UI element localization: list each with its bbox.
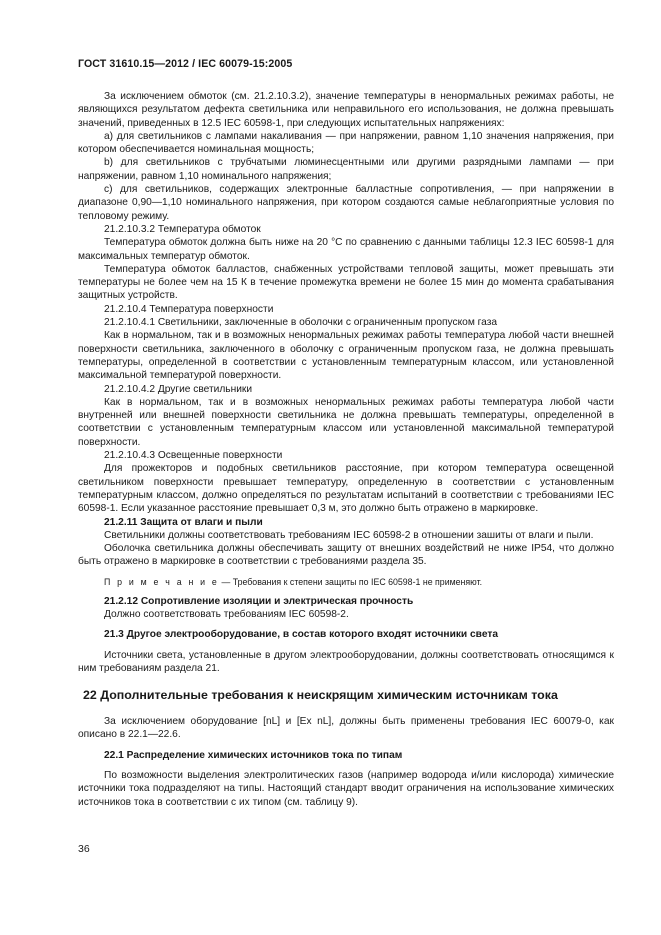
paragraph: За исключением обмоток (см. 21.2.10.3.2), значение температуры в ненормальных режимах работы, не являющихся результатом дефекта светильника или неправильного его использования, не должна превышать значений, приведенных в 12.5 IEC 60598-1, при следующих испытательных напряжениях: — [78, 91, 614, 129]
section-heading: 21.3 Другое электрооборудование, в состав которого входят источники света — [104, 629, 499, 641]
paragraph: c) для светильников, содержащих электронные балластные сопротивления, — при напряжении в диапазоне 0,90—1,10 номинального напряжения, при котором создаются самые неблагоприятные условия по тепловому режиму. — [78, 184, 614, 222]
subsection-heading: 21.2.10.3.2 Температура обмоток — [104, 223, 261, 235]
paragraph: За исключением оборудование [nL] и [Ex nL], должны быть применены требования IEC 60079-0, как описано в 22.1—22.6. — [78, 716, 614, 741]
paragraph: Как в нормальном, так и в возможных ненормальных режимах работы температура любой части внешней поверхности светильника, заключенного в оболочку с ограниченным пропуском газа, не должна превышать температуры, определенной в соответствии с установленным температурным классом, или установленной максимальной температурой поверхности. — [78, 330, 614, 382]
subsection-heading: 21.2.10.4.1 Светильники, заключенные в оболочки с ограниченным пропуском газа — [104, 317, 498, 329]
note-text: — Требования к степени защиты по IEC 60598-1 не применяют. — [219, 576, 483, 587]
spacer — [78, 675, 614, 687]
subsection-heading: 21.2.10.4 Температура поверхности — [104, 303, 274, 315]
document-header: ГОСТ 31610.15—2012 / IEC 60079-15:2005 — [78, 58, 293, 70]
document-page — [78, 58, 614, 809]
paragraph: a) для светильников с лампами накаливания — при напряжении, равном 1,10 значения напряжения, при котором обеспечивается номинальная мощность; — [78, 130, 614, 156]
paragraph: Для прожекторов и подобных светильников расстояние, при котором температура освещенной светильником поверхности превышает температуру, определенную в соответствии с установленным температурным классом, должно определяться по результатам испытаний в соответствии с требованиями IEC 60598-1. Если указанное расстояние превышает 0,3 м, это должно быть отражено в маркировке. — [78, 463, 614, 515]
paragraph: b) для светильников с трубчатыми люминесцентными или другими разрядными лампами — при напряжении, равном 1,10 номинального напряжения; — [78, 157, 614, 182]
paragraph: Источники света, установленные в другом электрооборудовании, должны соответствовать относящимся к ним требованиям раздела 21. — [78, 649, 614, 674]
spacer — [78, 742, 614, 749]
paragraph: Температура обмоток должна быть ниже на 20 °С по сравнению с данными таблицы 12.3 IEC 60598-1 для максимальных температур обмоток. — [78, 237, 614, 262]
spacer — [78, 642, 614, 649]
paragraph: По возможности выделения электролитических газов (например водорода и/или кислорода) химические источники тока подразделяют на типы. Настоящий стандарт вводит ограничения на использование химических источников тока в соответствии с их типом (см. таблицу 9). — [78, 770, 614, 808]
paragraph: Должно соответствовать требованиям IEC 60598-2. — [104, 608, 349, 620]
subsection-heading: 21.2.10.4.3 Освещенные поверхности — [104, 450, 283, 462]
section-heading: 22.1 Распределение химических источников тока по типам — [104, 749, 403, 761]
document-body — [78, 90, 614, 809]
spacer — [78, 621, 614, 628]
paragraph: Светильники должны соответствовать требованиям IEC 60598-2 в отношении зашиты от влаги и пыли. — [104, 529, 594, 541]
paragraph: Как в нормальном, так и в возможных ненормальных режимах работы температура любой части внутренней или внешней поверхности светильника не должна превышать температуры, определенной в соответствии с установленным температурным классом или установленной максимальной температурой поверхности. — [78, 396, 614, 448]
section-heading: 21.2.12 Сопротивление изоляции и электрическая прочность — [104, 595, 414, 607]
page-number: 36 — [78, 843, 90, 855]
paragraph: Температура обмоток балластов, снабженных устройствами тепловой защиты, может превышать эти температуры не более чем на 15 К в течение промежутка времени не более 15 мин до момента срабатывания защитных устройств. — [78, 263, 614, 302]
spacer — [78, 762, 614, 769]
spacer — [78, 703, 614, 715]
subsection-heading: 21.2.10.4.2 Другие светильники — [104, 383, 253, 395]
note — [78, 576, 614, 588]
paragraph: Оболочка светильника должны обеспечивать защиту от внешних воздействий не ниже IP54, что должно быть отражено в маркировке в соответствии с требованиями раздела 35. — [78, 543, 614, 568]
note-label: П р и м е ч а н и е — [104, 576, 220, 587]
section-heading: 21.2.11 Защита от влаги и пыли — [104, 516, 263, 528]
chapter-heading: 22 Дополнительные требования к неискрящим химическим источникам тока — [83, 688, 558, 703]
